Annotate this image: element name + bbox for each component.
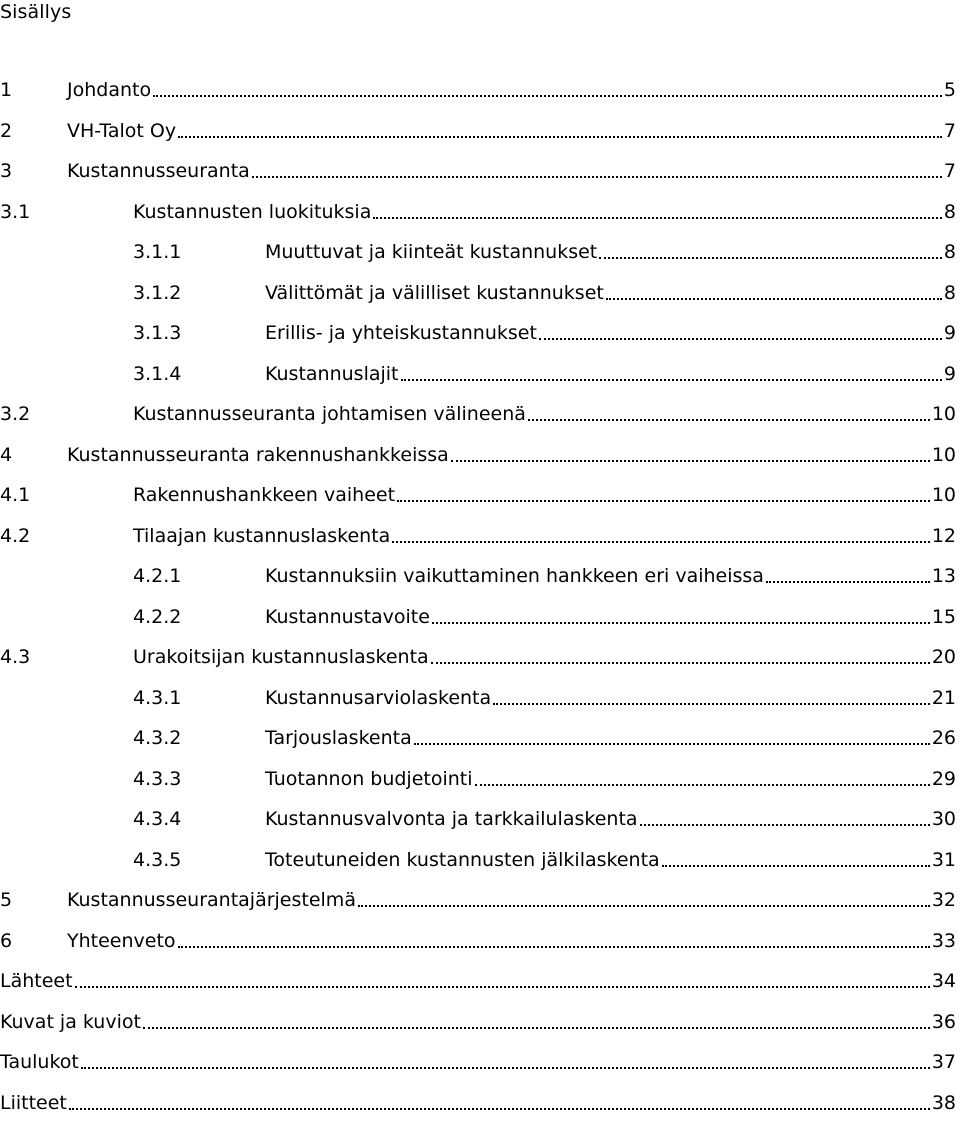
toc-entry-title: Kustannusseuranta (67, 159, 250, 183)
toc-entry-number: 1 (0, 78, 67, 102)
toc-leader-dots (766, 564, 930, 588)
toc-entry[interactable] (0, 1002, 956, 1043)
toc-entry-number: 3.1.1 (0, 240, 265, 264)
toc-leader-dots (528, 402, 930, 426)
toc-entry-page: 26 (932, 726, 956, 750)
page-title: Sisällys (0, 0, 71, 24)
toc-entry-title: Toteutuneiden kustannusten jälkilaskenta (265, 848, 660, 872)
toc-entry-title: Kustannuslajit (265, 362, 399, 386)
toc-entry-number: 4.3.4 (0, 807, 265, 831)
toc-leader-dots (539, 321, 942, 345)
toc-leader-dots (178, 929, 930, 953)
toc-leader-dots (431, 645, 930, 669)
toc-entry-title: Muuttuvat ja kiinteät kustannukset (265, 240, 597, 264)
toc-entry[interactable] (0, 961, 956, 1002)
toc-entry[interactable] (0, 151, 956, 192)
toc-entry-page: 8 (944, 200, 956, 224)
toc-entry-title: Tarjouslaskenta (265, 726, 412, 750)
toc-leader-dots (143, 1010, 930, 1034)
toc-entry[interactable] (0, 678, 956, 719)
toc-leader-dots (397, 483, 930, 507)
toc-entry[interactable] (0, 475, 956, 516)
toc-entry-number: 6 (0, 929, 67, 953)
toc-leader-dots (401, 362, 942, 386)
toc-leader-dots (599, 240, 942, 264)
toc-entry-title: Välittömät ja välilliset kustannukset (265, 281, 604, 305)
toc-entry[interactable] (0, 192, 956, 233)
toc-entry-number: 4.2.1 (0, 564, 265, 588)
toc-entry-title: Tilaajan kustannuslaskenta (133, 524, 390, 548)
toc-entry-title: Yhteenveto (67, 929, 176, 953)
toc-entry-title: Kustannusten luokituksia (133, 200, 371, 224)
toc-entry-page: 30 (932, 807, 956, 831)
toc-entry-number: 3.1.2 (0, 281, 265, 305)
toc-leader-dots (153, 78, 942, 102)
toc-entry-number: 4.2.2 (0, 605, 265, 629)
toc-leader-dots (178, 119, 942, 143)
toc-leader-dots (414, 726, 930, 750)
toc-entry-page: 10 (932, 483, 956, 507)
toc-entry-number: 3.1.3 (0, 321, 265, 345)
toc-entry-title: Lähteet (0, 969, 73, 993)
toc-entry-number: 4.1 (0, 483, 133, 507)
toc-entry-number: 2 (0, 119, 67, 143)
toc-entry-page: 33 (932, 929, 956, 953)
toc-entry-number: 3.2 (0, 402, 133, 426)
toc-entry-title: Kustannusseurantajärjestelmä (67, 888, 356, 912)
toc-leader-dots (493, 686, 930, 710)
toc-leader-dots (475, 767, 930, 791)
toc-entry-title: Liitteet (0, 1091, 67, 1115)
toc-entry-title: Kustannusseuranta rakennushankkeissa (67, 443, 449, 467)
toc-entry-page: 13 (932, 564, 956, 588)
toc-entry-page: 9 (944, 362, 956, 386)
toc-entry-title: Kustannustavoite (265, 605, 430, 629)
toc-entry-page: 31 (932, 848, 956, 872)
toc-entry-number: 3 (0, 159, 67, 183)
toc-leader-dots (252, 159, 942, 183)
toc-entry-title: Kustannuksiin vaikuttaminen hankkeen eri vaiheissa (265, 564, 764, 588)
toc-entry-page: 7 (944, 159, 956, 183)
toc-entry-number: 3.1 (0, 200, 133, 224)
toc-entry[interactable] (0, 597, 956, 638)
toc-leader-dots (392, 524, 929, 548)
toc-entry-page: 34 (932, 969, 956, 993)
toc-leader-dots (358, 888, 930, 912)
toc-entry-title: Erillis- ja yhteiskustannukset (265, 321, 537, 345)
toc-entry[interactable] (0, 354, 956, 395)
toc-entry-title: Kustannusseuranta johtamisen välineenä (133, 402, 526, 426)
toc-entry-page: 10 (932, 402, 956, 426)
toc-leader-dots (451, 443, 930, 467)
toc-entry[interactable] (0, 556, 956, 597)
toc-entry[interactable] (0, 759, 956, 800)
toc-entry-number: 4.3.3 (0, 767, 265, 791)
toc-entry-title: Kustannusvalvonta ja tarkkailulaskenta (265, 807, 638, 831)
toc-entry-number: 4.3.1 (0, 686, 265, 710)
toc-entry[interactable] (0, 637, 956, 678)
toc-entry[interactable] (0, 718, 956, 759)
toc-leader-dots (432, 605, 930, 629)
toc-leader-dots (81, 1050, 930, 1074)
toc-entry-number: 4.3.2 (0, 726, 265, 750)
toc-entry[interactable] (0, 273, 956, 314)
toc-entry-page: 15 (932, 605, 956, 629)
toc-entry[interactable] (0, 1083, 956, 1123)
toc-entry[interactable] (0, 880, 956, 921)
toc-leader-dots (606, 281, 942, 305)
toc-entry-page: 29 (932, 767, 956, 791)
toc-entry-page: 8 (944, 281, 956, 305)
toc-leader-dots (75, 969, 930, 993)
toc-entry-page: 36 (932, 1010, 956, 1034)
toc-entry-page: 8 (944, 240, 956, 264)
toc-leader-dots (640, 807, 930, 831)
toc-entry[interactable] (0, 313, 956, 354)
toc-entry-page: 32 (932, 888, 956, 912)
toc-entry[interactable] (0, 840, 956, 881)
toc-entry[interactable] (0, 232, 956, 273)
toc-entry-page: 10 (932, 443, 956, 467)
toc-entry-number: 4.2 (0, 524, 133, 548)
toc-entry-page: 37 (932, 1050, 956, 1074)
toc-entry-title: Kustannusarviolaskenta (265, 686, 491, 710)
toc-entry-title: Urakoitsijan kustannuslaskenta (133, 645, 429, 669)
toc-entry[interactable] (0, 70, 956, 111)
toc-entry-number: 4 (0, 443, 67, 467)
toc-entry-page: 21 (932, 686, 956, 710)
toc-entry-title: Johdanto (67, 78, 151, 102)
toc-entry[interactable] (0, 516, 956, 557)
toc-entry-title: Taulukot (0, 1050, 79, 1074)
toc-entry[interactable] (0, 1042, 956, 1083)
toc-entry-number: 4.3.5 (0, 848, 265, 872)
toc-entry-title: Kuvat ja kuviot (0, 1010, 141, 1034)
toc-entry[interactable] (0, 799, 956, 840)
toc-entry-page: 7 (944, 119, 956, 143)
toc-entry[interactable] (0, 435, 956, 476)
toc-entry-title: Tuotannon budjetointi (265, 767, 473, 791)
toc-entry-page: 20 (932, 645, 956, 669)
toc-entry-number: 4.3 (0, 645, 133, 669)
table-of-contents (0, 70, 956, 1123)
toc-entry[interactable] (0, 921, 956, 962)
toc-entry[interactable] (0, 394, 956, 435)
toc-entry[interactable] (0, 111, 956, 152)
toc-entry-page: 9 (944, 321, 956, 345)
toc-entry-page: 38 (932, 1091, 956, 1115)
toc-entry-number: 5 (0, 888, 67, 912)
toc-entry-title: VH-Talot Oy (67, 119, 176, 143)
toc-entry-page: 12 (932, 524, 956, 548)
toc-entry-page: 5 (944, 78, 956, 102)
toc-entry-number: 3.1.4 (0, 362, 265, 386)
toc-leader-dots (373, 200, 942, 224)
toc-leader-dots (662, 848, 930, 872)
toc-leader-dots (69, 1091, 930, 1115)
toc-entry-title: Rakennushankkeen vaiheet (133, 483, 395, 507)
